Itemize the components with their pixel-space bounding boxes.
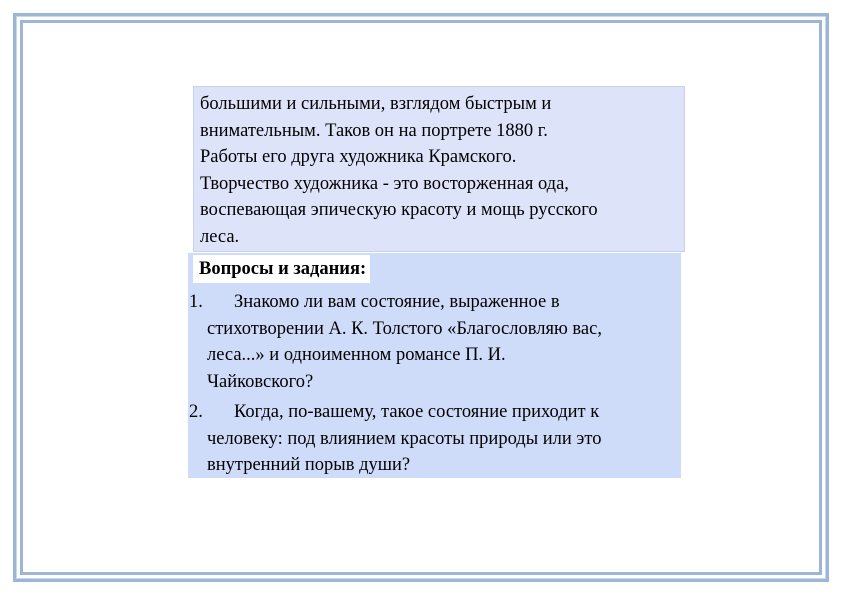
intro-line: внимательным. Таков он на портрете 1880 г. bbox=[200, 120, 548, 141]
question-line: Когда, по-вашему, такое состояние приходит к bbox=[234, 402, 600, 422]
question-text bbox=[207, 399, 681, 479]
questions-heading: Вопросы и задания: bbox=[193, 255, 370, 283]
intro-line: Творчество художника - это восторженная ода, bbox=[200, 173, 569, 194]
question-number: 1. bbox=[189, 292, 203, 312]
question-item bbox=[188, 289, 681, 395]
question-line: Знакомо ли вам состояние, выраженное в bbox=[234, 292, 560, 312]
question-line: человеку: под влиянием красоты природы или это bbox=[207, 428, 602, 449]
question-line: внутренний порыв души? bbox=[207, 455, 411, 476]
intro-line: леса. bbox=[200, 226, 240, 247]
question-line: стихотворении А. К. Толстого «Благословляю вас, bbox=[207, 318, 602, 339]
question-line: Чайковского? bbox=[207, 371, 314, 392]
intro-line: большими и сильными, взглядом быстрым и bbox=[200, 94, 552, 114]
question-text bbox=[207, 289, 681, 395]
intro-line: Работы его друга художника Крамского. bbox=[200, 147, 517, 168]
intro-text-box bbox=[193, 86, 685, 252]
question-line: леса...» и одноименном романсе П. И. bbox=[207, 345, 506, 366]
question-number: 2. bbox=[189, 402, 203, 422]
intro-line: воспевающая эпическую красоту и мощь русского bbox=[200, 200, 598, 221]
question-item bbox=[188, 399, 681, 479]
questions-box bbox=[188, 253, 681, 478]
